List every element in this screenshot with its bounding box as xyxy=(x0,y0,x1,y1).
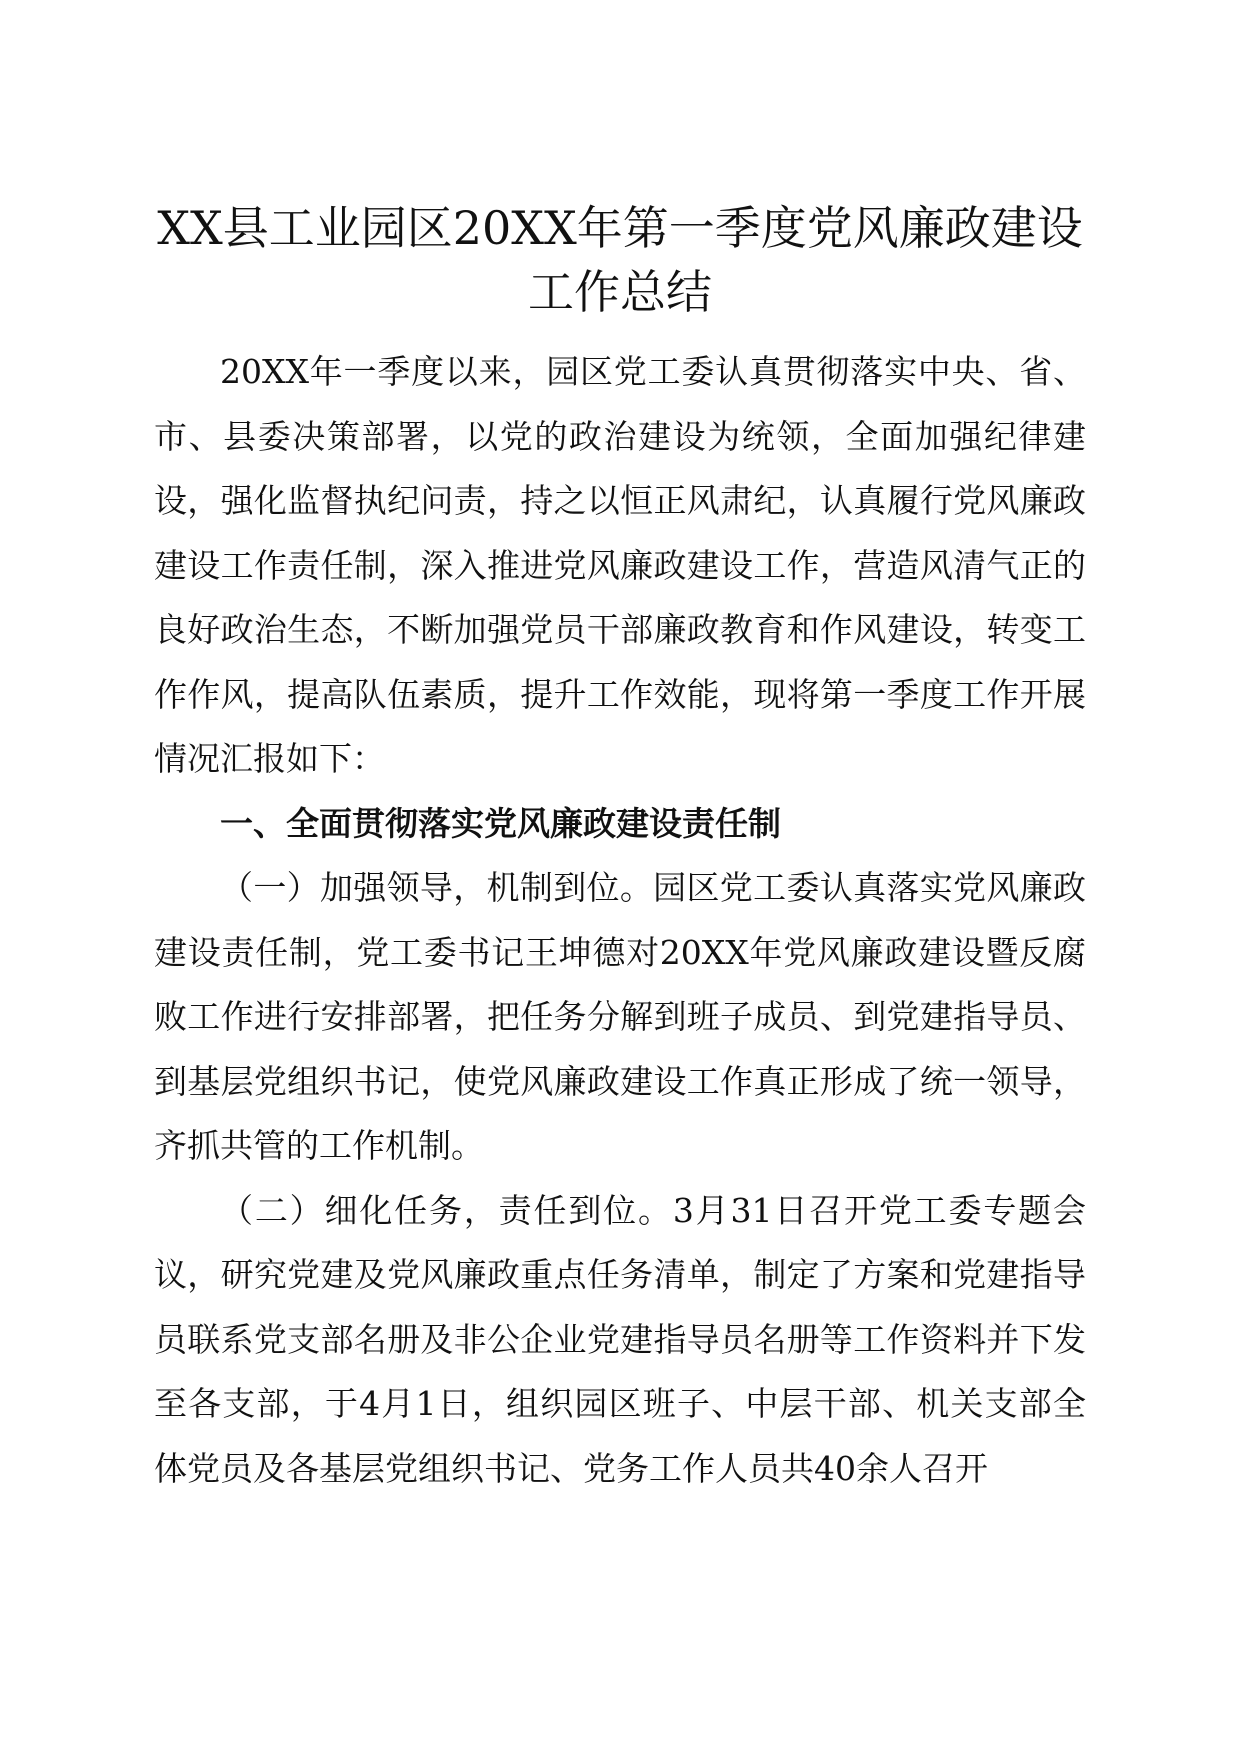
item-1-paragraph: （一）加强领导，机制到位。园区党工委认真落实党风廉政建设责任制，党工委书记王坤德对20XX年党风廉政建设暨反腐败工作进行安排部署，把任务分解到班子成员、到党建指导员、到基层党组织书记，使党风廉政建设工作真正形成了统一领导，齐抓共管的工作机制。 xyxy=(154,868,1086,1165)
intro-paragraph: 20XX年一季度以来，园区党工委认真贯彻落实中央、省、市、县委决策部署，以党的政治建设为统领，全面加强纪律建设，强化监督执纪问责，持之以恒正风肃纪，认真履行党风廉政建设工作责任制，深入推进党风廉政建设工作，营造风清气正的良好政治生态，不断加强党员干部廉政教育和作风建设，转变工作作风，提高队伍素质，提升工作效能，现将第一季度工作开展情况汇报如下： xyxy=(154,352,1086,778)
document-title: XX县工业园区20XX年第一季度党风廉政建设工作总结 xyxy=(157,201,1083,319)
document-body xyxy=(154,340,1086,1501)
section-heading: 一、全面贯彻落实党风廉政建设责任制 xyxy=(220,803,781,843)
item-2-paragraph: （二）细化任务，责任到位。3月31日召开党工委专题会议，研究党建及党风廉政重点任务清单，制定了方案和党建指导员联系党支部名册及非公企业党建指导员名册等工作资料并下发至各支部，于4月1日，组织园区班子、中层干部、机关支部全体党员及各基层党组织书记、党务工作人员共40余人召开 xyxy=(154,1190,1086,1488)
